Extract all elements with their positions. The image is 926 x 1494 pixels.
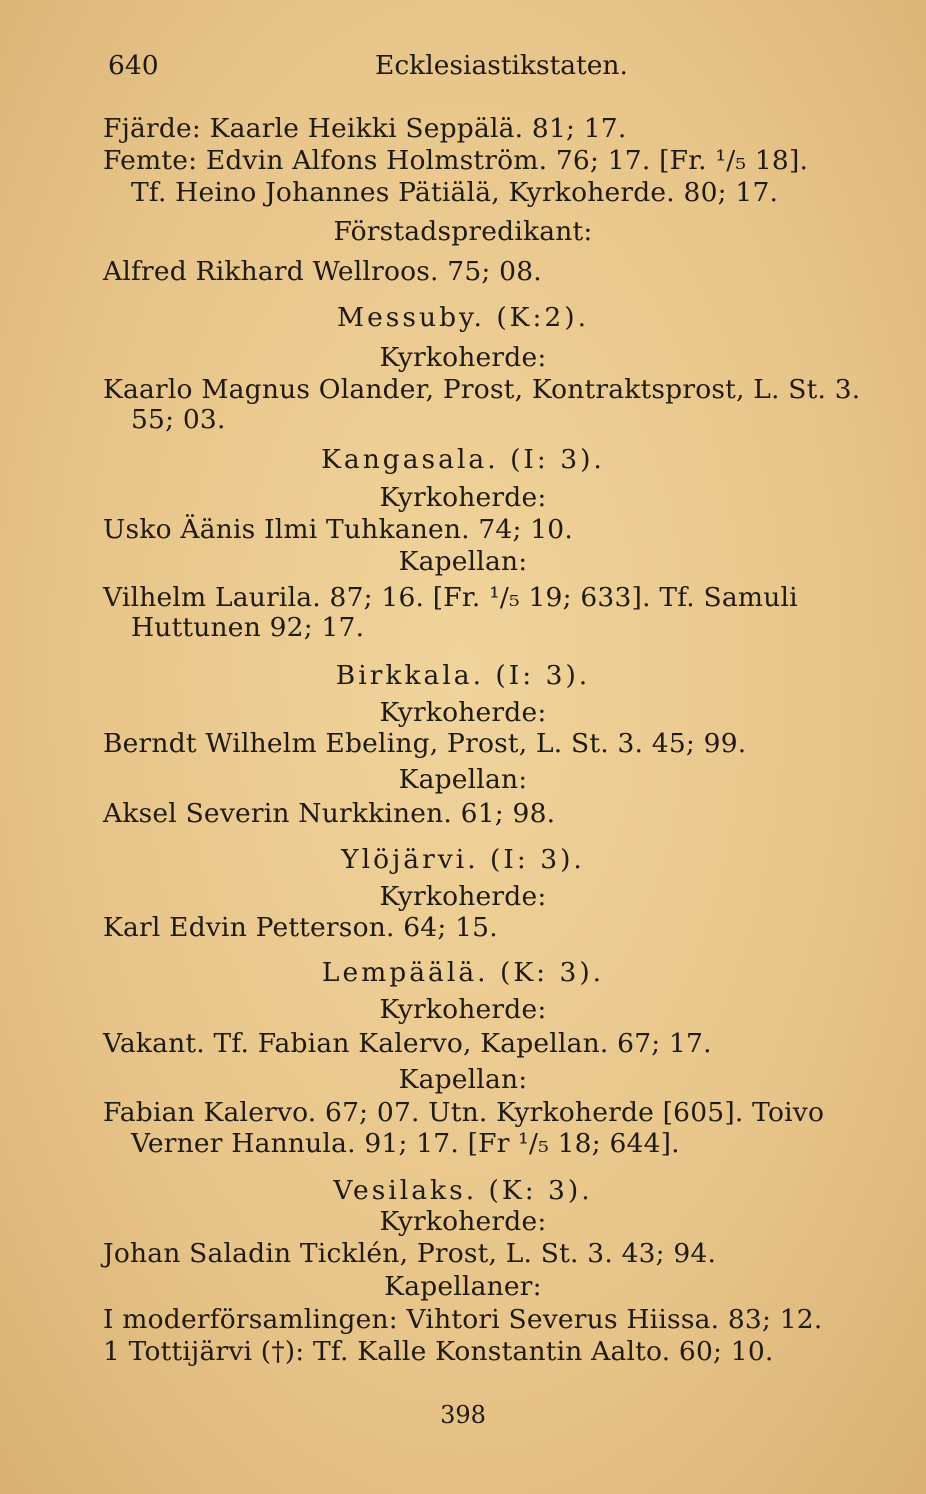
role-heading: Kapellan: <box>398 1064 528 1095</box>
entry-line: Fjärde: Kaarle Heikki Seppälä. 81; 17. <box>103 113 627 144</box>
role-heading: Kyrkoherde: <box>379 697 547 728</box>
entry-line: Kaarlo Magnus Olander, Prost, Kontraktsprost, L. St. 3. <box>103 374 861 405</box>
entry-line: Femte: Edvin Alfons Holmström. 76; 17. [Fr. ¹/₅ 18]. <box>103 145 809 176</box>
entry-line: Fabian Kalervo. 67; 07. Utn. Kyrkoherde [605]. Toivo <box>103 1097 825 1128</box>
role-heading: Kyrkoherde: <box>379 482 547 513</box>
parish-heading: Lempäälä. (K: 3). <box>321 957 605 988</box>
entry-line: Berndt Wilhelm Ebeling, Prost, L. St. 3. 45; 99. <box>103 728 747 759</box>
page-number: 640 <box>108 50 159 81</box>
entry-line: Vakant. Tf. Fabian Kalervo, Kapellan. 67; 17. <box>103 1028 712 1059</box>
role-heading: Kyrkoherde: <box>379 994 547 1025</box>
role-heading: Förstadspredikant: <box>333 216 593 247</box>
running-title: Ecklesiastikstaten. <box>375 50 628 81</box>
parish-heading: Messuby. (K:2). <box>336 302 590 333</box>
entry-line: Tf. Heino Johannes Pätiälä, Kyrkoherde. 80; 17. <box>131 177 779 208</box>
role-heading: Kyrkoherde: <box>379 342 547 373</box>
entry-line: Aksel Severin Nurkkinen. 61; 98. <box>103 798 556 829</box>
role-heading: Kapellaner: <box>384 1271 542 1302</box>
role-heading: Kyrkoherde: <box>379 881 547 912</box>
parish-heading: Birkkala. (I: 3). <box>335 660 591 691</box>
parish-heading: Ylöjärvi. (I: 3). <box>341 844 585 875</box>
entry-line: Alfred Rikhard Wellroos. 75; 08. <box>103 256 542 287</box>
parish-heading: Kangasala. (I: 3). <box>321 444 605 475</box>
entry-line: 1 Tottijärvi (†): Tf. Kalle Konstantin Aalto. 60; 10. <box>103 1336 774 1367</box>
entry-line: Johan Saladin Ticklén, Prost, L. St. 3. 43; 94. <box>103 1238 717 1269</box>
entry-line: 55; 03. <box>131 404 226 435</box>
entry-line: Verner Hannula. 91; 17. [Fr ¹/₅ 18; 644]. <box>131 1128 680 1159</box>
entry-line: Karl Edvin Petterson. 64; 15. <box>103 912 498 943</box>
parish-heading: Vesilaks. (K: 3). <box>333 1175 593 1206</box>
entry-line: Vilhelm Laurila. 87; 16. [Fr. ¹/₅ 19; 633]. Tf. Samuli <box>103 582 798 613</box>
entry-line: I moderförsamlingen: Vihtori Severus Hiissa. 83; 12. <box>103 1304 823 1335</box>
entry-line: Huttunen 92; 17. <box>131 612 365 643</box>
signature-mark: 398 <box>440 1401 486 1429</box>
entry-line: Usko Äänis Ilmi Tuhkanen. 74; 10. <box>103 514 573 545</box>
role-heading: Kapellan: <box>398 546 528 577</box>
role-heading: Kyrkoherde: <box>379 1206 547 1237</box>
role-heading: Kapellan: <box>398 764 528 795</box>
